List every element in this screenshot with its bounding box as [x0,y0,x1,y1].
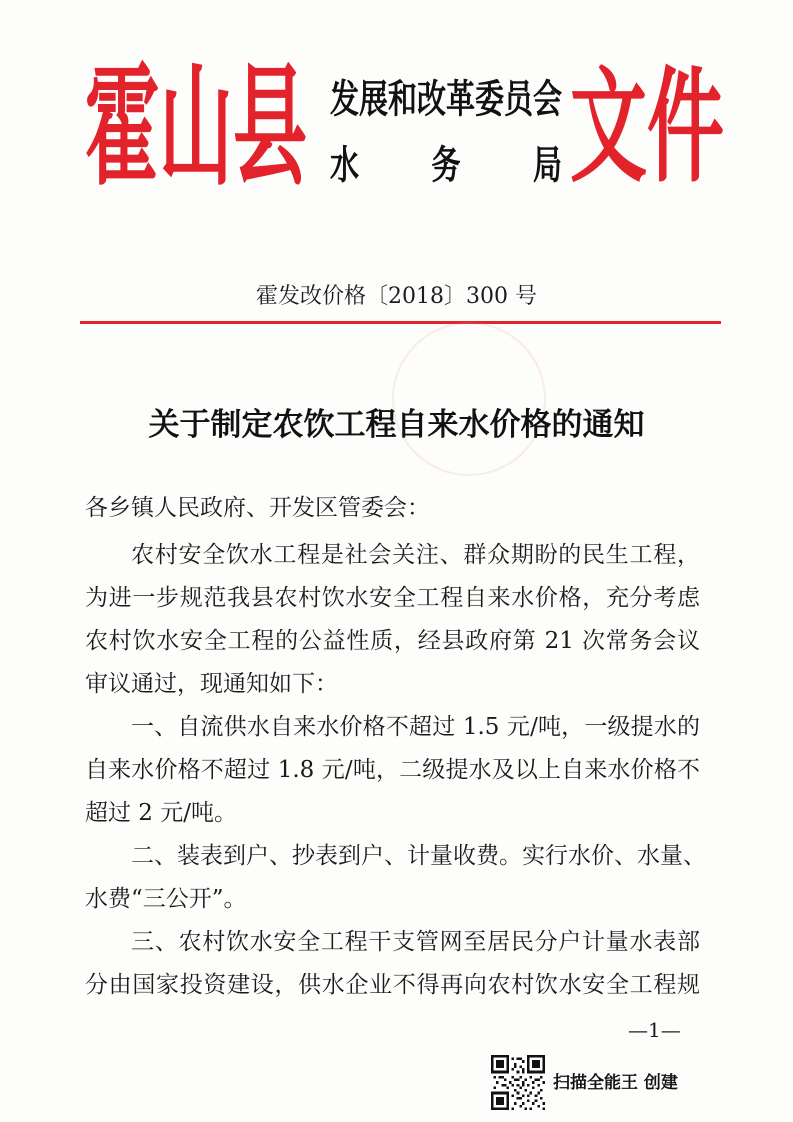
body-line: 二、装表到户、抄表到户、计量收费。实行水价、水量、 [131,843,706,869]
body-line: 分由国家投资建设，供水企业不得再向农村饮水安全工程规 [85,972,700,998]
salutation: 各乡镇人民政府、开发区管委会： [85,495,430,521]
header-dept-development-reform: 发展和改革委员会 [330,75,563,122]
header-dept-water-bureau: 水 务 局 [330,141,562,188]
faint-stamp-mark [392,322,546,476]
body-line: 农村安全饮水工程是社会关注、群众期盼的民生工程， [131,542,700,568]
scanner-app-label: 扫描全能王 创建 [553,1073,678,1093]
body-line: 农村饮水安全工程的公益性质，经县政府第 21 次常务会议 [85,628,700,654]
header-county-name: 霍山县 [85,51,307,205]
qr-code-icon [491,1055,545,1110]
page-number: —1— [628,1018,681,1042]
document-number: 霍发改价格〔2018〕300 号 [256,284,537,309]
body-line: 三、农村饮水安全工程干支管网至居民分户计量水表部 [131,929,700,955]
body-line: 审议通过，现通知如下： [85,671,338,697]
body-line: 水费“三公开”。 [85,886,247,912]
document-body [85,534,706,1007]
body-line: 超过 2 元/吨。 [85,800,238,826]
body-line: 一、自流供水自来水价格不超过 1.5 元/吨，一级提水的 [131,714,700,740]
body-line: 为进一步规范我县农村饮水安全工程自来水价格，充分考虑 [85,585,700,611]
header-document-word: 文件 [570,55,724,200]
red-divider-line [80,321,721,324]
document-title: 关于制定农饮工程自来水价格的通知 [148,407,645,443]
body-line: 自来水价格不超过 1.8 元/吨，二级提水及以上自来水价格不 [85,757,700,783]
